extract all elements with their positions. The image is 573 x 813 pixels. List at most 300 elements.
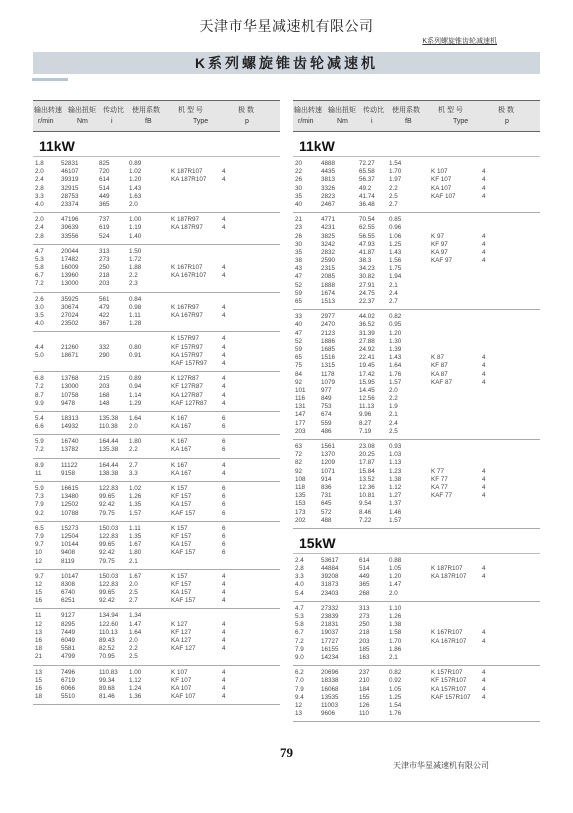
cell-factor: 1.9 — [389, 403, 398, 411]
cell-speed: 22 — [295, 168, 303, 176]
table-row — [33, 335, 280, 343]
cell-torque: 1370 — [321, 451, 336, 459]
cell-ratio: 27.88 — [359, 337, 375, 345]
table-row — [33, 669, 280, 677]
cell-poles: 6 — [222, 414, 226, 422]
table-row — [293, 160, 540, 168]
cell-factor: 1.97 — [389, 176, 402, 184]
cell-model: KAF 127R87 — [171, 399, 208, 407]
cell-model: KA 157R107 — [431, 685, 467, 693]
cell-ratio: 163 — [359, 653, 370, 661]
cell-factor: 1.80 — [129, 438, 142, 446]
cell-ratio: 7.22 — [359, 516, 372, 524]
cell-speed: 7.2 — [35, 280, 44, 288]
cell-model: KA 107 — [171, 684, 192, 692]
cell-factor: 2.0 — [389, 589, 398, 597]
cell-ratio: 89.68 — [99, 684, 115, 692]
row-list — [293, 440, 540, 528]
cell-torque: 2467 — [321, 200, 336, 208]
cell-factor: 2.2 — [129, 446, 138, 454]
row-group — [33, 213, 280, 245]
cell-factor: 1.47 — [129, 620, 142, 628]
cell-factor: 1.43 — [129, 184, 142, 192]
cell-speed: 16 — [35, 637, 43, 644]
cell-torque: 44884 — [321, 565, 339, 573]
cell-speed: 7.2 — [35, 446, 44, 454]
cell-poles: 4 — [482, 629, 486, 637]
table-row — [293, 201, 540, 209]
cell-torque: 6066 — [61, 684, 76, 692]
table-row — [33, 558, 280, 566]
cell-ratio: 41.74 — [359, 192, 375, 200]
cell-torque: 836 — [321, 483, 332, 491]
cell-torque: 14234 — [321, 653, 339, 661]
cell-torque: 11122 — [61, 461, 78, 469]
cell-torque: 4771 — [321, 216, 336, 224]
cell-speed: 52 — [295, 337, 303, 345]
cell-torque: 9158 — [61, 469, 76, 477]
cell-factor: 1.00 — [129, 668, 142, 676]
cell-model: KF 107 — [171, 676, 192, 684]
cell-torque: 13535 — [321, 693, 339, 701]
cell-ratio: 72.27 — [359, 160, 375, 167]
cell-ratio: 31.39 — [359, 329, 375, 337]
table-row — [293, 224, 540, 232]
cell-model: K 167R107 — [171, 264, 203, 272]
cell-torque: 16068 — [321, 685, 339, 693]
cell-ratio: 619 — [99, 224, 110, 232]
cell-ratio: 82.52 — [99, 645, 115, 653]
cell-torque: 13480 — [61, 493, 79, 501]
cell-factor: 1.12 — [129, 676, 142, 684]
cell-factor: 1.29 — [129, 399, 142, 407]
cell-speed: 4.0 — [35, 200, 44, 208]
cell-speed: 26 — [295, 176, 303, 184]
cell-speed: 30 — [295, 184, 303, 192]
cell-poles: 4 — [222, 391, 226, 399]
cell-poles: 4 — [222, 224, 226, 232]
cell-speed: 6.8 — [35, 375, 44, 383]
table-row — [33, 160, 280, 168]
cell-factor: 1.30 — [389, 337, 402, 345]
row-list — [293, 666, 540, 721]
cell-ratio: 38.3 — [359, 257, 372, 265]
cell-factor: 1.37 — [389, 500, 402, 508]
cell-speed: 75 — [295, 362, 303, 370]
cell-speed: 30 — [295, 240, 303, 248]
cell-model: K 167R97 — [171, 303, 200, 311]
row-group — [293, 666, 540, 722]
table-row — [33, 344, 280, 352]
table-row — [293, 346, 540, 354]
table-row — [293, 590, 540, 598]
row-group — [33, 293, 280, 333]
cell-factor: 1.35 — [129, 501, 142, 509]
cell-speed: 4.4 — [35, 343, 44, 351]
header-torque: 输出扭矩 — [68, 107, 96, 114]
cell-torque: 32915 — [61, 184, 79, 192]
cell-speed: 118 — [295, 483, 306, 491]
cell-speed: 47 — [295, 329, 303, 337]
cell-torque: 13768 — [61, 375, 79, 383]
cell-ratio: 11.13 — [359, 403, 375, 411]
table-row — [33, 438, 280, 446]
cell-torque: 1886 — [321, 337, 336, 345]
row-list — [33, 372, 280, 411]
cell-factor: 1.76 — [389, 710, 402, 718]
cell-factor: 1.46 — [389, 508, 402, 516]
cell-torque: 3242 — [321, 240, 336, 248]
table-row — [293, 484, 540, 492]
cell-speed: 9.7 — [35, 572, 44, 580]
cell-factor: 0.98 — [129, 303, 142, 311]
cell-model: KA 167 — [171, 423, 192, 431]
table-row — [293, 273, 540, 281]
cell-torque: 13000 — [61, 280, 79, 288]
cell-ratio: 15.95 — [359, 378, 375, 386]
row-list — [33, 213, 280, 244]
cell-ratio: 367 — [99, 320, 110, 328]
table-row — [293, 176, 540, 184]
header-factor: 使用系数 — [132, 107, 160, 114]
cell-speed: 5.3 — [295, 613, 304, 620]
table-row — [33, 400, 280, 408]
cell-model: K 167R107 — [431, 629, 463, 637]
table-row — [293, 629, 540, 637]
cell-torque: 5510 — [61, 693, 76, 701]
cell-model: KAF 97 — [431, 257, 452, 265]
table-row — [293, 290, 540, 298]
table-row — [33, 216, 280, 224]
cell-factor: 0.82 — [389, 313, 402, 321]
cell-ratio: 44.02 — [359, 313, 375, 321]
cell-speed: 6.7 — [35, 272, 44, 280]
cell-model: K 87 — [431, 354, 444, 362]
header-factor: 使用系数 — [392, 107, 420, 114]
cell-speed: 15 — [35, 676, 43, 684]
cell-factor: 1.75 — [389, 265, 402, 273]
cell-ratio: 273 — [359, 613, 370, 620]
table-row — [293, 362, 540, 370]
cell-factor: 0.89 — [129, 375, 142, 383]
cell-factor: 1.25 — [389, 693, 402, 701]
table-row — [293, 403, 540, 411]
cell-torque: 9606 — [321, 710, 336, 718]
table-row — [293, 387, 540, 395]
cell-factor: 1.54 — [389, 701, 402, 709]
row-group — [33, 570, 280, 610]
table-row — [33, 415, 280, 423]
cell-ratio: 449 — [359, 573, 370, 581]
row-group — [33, 372, 280, 412]
cell-model: K 127R87 — [171, 375, 200, 383]
cell-model: KAF 77 — [431, 492, 452, 500]
cell-factor: 0.80 — [129, 343, 142, 351]
left-table — [33, 100, 280, 723]
cell-factor: 1.40 — [129, 232, 142, 240]
cell-torque: 914 — [321, 475, 332, 483]
cell-factor: 0.82 — [389, 669, 402, 677]
table-row — [293, 371, 540, 379]
cell-factor: 1.72 — [129, 255, 142, 263]
cell-model: KF 127R87 — [171, 383, 203, 391]
row-group — [293, 440, 540, 529]
cell-speed: 9.4 — [295, 693, 304, 701]
cell-model: KAF 107 — [431, 192, 456, 200]
cell-speed: 177 — [295, 419, 306, 427]
cell-ratio: 47.93 — [359, 240, 375, 248]
cell-ratio: 24.92 — [359, 345, 375, 353]
table-row — [293, 694, 540, 702]
cell-speed: 147 — [295, 411, 306, 419]
cell-torque: 15273 — [61, 524, 79, 532]
cell-ratio: 7.19 — [359, 427, 372, 435]
cell-model: K 157R97 — [171, 335, 200, 343]
cell-poles: 4 — [482, 467, 486, 475]
cell-ratio: 332 — [99, 343, 110, 351]
cell-ratio: 110.38 — [99, 423, 118, 431]
cell-poles: 4 — [482, 168, 486, 176]
cell-model: KF 157 — [171, 580, 192, 588]
cell-torque: 1209 — [321, 459, 336, 467]
cell-model: KAF 157R97 — [171, 359, 208, 367]
cell-model: KF 127 — [171, 628, 192, 636]
table-row — [293, 565, 540, 573]
cell-factor: 1.11 — [129, 524, 141, 532]
cell-model: KA 167R107 — [431, 637, 467, 645]
cell-torque: 16615 — [61, 485, 79, 492]
table-row — [33, 621, 280, 629]
cell-factor: 2.7 — [129, 597, 138, 605]
cell-model: K 157 — [171, 485, 188, 492]
cell-poles: 4 — [482, 669, 486, 677]
cell-torque: 18313 — [61, 414, 79, 422]
cell-model: K 127 — [171, 620, 188, 628]
cell-factor: 1.57 — [389, 378, 402, 386]
cell-torque: 35925 — [61, 295, 79, 303]
cell-model: KA 157 — [171, 501, 192, 509]
cell-factor: 2.1 — [129, 557, 138, 565]
table-row — [33, 581, 280, 589]
cell-poles: 6 — [222, 549, 226, 557]
cell-poles: 4 — [482, 475, 486, 483]
cell-ratio: 313 — [359, 604, 370, 612]
table-row — [33, 304, 280, 312]
cell-speed: 18 — [35, 693, 43, 701]
table-row — [293, 257, 540, 265]
cell-speed: 12 — [295, 701, 303, 709]
cell-ratio: 34.23 — [359, 265, 375, 273]
cell-torque: 27332 — [321, 604, 339, 612]
cell-ratio: 365 — [99, 200, 110, 208]
cell-factor: 2.2 — [129, 272, 138, 280]
cell-ratio: 273 — [99, 255, 110, 263]
table-row — [33, 629, 280, 637]
header-ratio: 传动比 — [103, 107, 124, 114]
cell-torque: 28753 — [61, 192, 79, 200]
cell-ratio: 150.03 — [99, 524, 119, 532]
cell-torque: 14932 — [61, 423, 79, 431]
cell-factor: 1.23 — [389, 467, 402, 475]
cell-torque: 12502 — [61, 501, 79, 509]
cell-torque: 53617 — [321, 556, 339, 564]
cell-model: KF 107 — [431, 176, 452, 184]
cell-model: KA 157 — [171, 589, 192, 597]
cell-poles: 4 — [482, 483, 486, 491]
cell-torque: 1513 — [321, 298, 336, 305]
table-header — [293, 101, 540, 132]
cell-model: KA 167 — [171, 469, 192, 477]
cell-torque: 645 — [321, 500, 332, 508]
cell-model: K 107 — [431, 168, 448, 176]
cell-ratio: 8.46 — [359, 508, 372, 516]
cell-torque: 23839 — [321, 613, 339, 620]
table-row — [33, 224, 280, 232]
cell-speed: 21 — [35, 653, 43, 661]
table-row — [293, 338, 540, 346]
cell-torque: 20044 — [61, 247, 79, 255]
cell-ratio: 422 — [99, 312, 110, 319]
table-row — [293, 233, 540, 241]
cell-torque: 2832 — [321, 248, 336, 256]
cell-ratio: 41.87 — [359, 248, 375, 256]
cell-ratio: 99.65 — [99, 493, 115, 501]
cell-factor: 1.26 — [389, 613, 402, 620]
cell-torque: 10144 — [61, 541, 79, 549]
cell-factor: 1.13 — [389, 459, 402, 467]
table-row — [33, 612, 280, 620]
cell-poles: 4 — [482, 354, 486, 362]
cell-ratio: 22.37 — [359, 298, 375, 305]
cell-ratio: 81.46 — [99, 693, 115, 701]
cell-poles: 4 — [482, 492, 486, 500]
cell-ratio: 737 — [99, 216, 110, 224]
table-row — [293, 411, 540, 419]
cell-model: KA 167 — [171, 446, 192, 454]
cell-ratio: 9.54 — [359, 500, 372, 508]
cell-torque: 4231 — [321, 224, 336, 232]
cell-poles: 4 — [482, 257, 486, 265]
cell-speed: 47 — [295, 273, 303, 281]
cell-model: KA 87 — [431, 370, 448, 378]
cell-speed: 131 — [295, 403, 306, 411]
cell-factor: 2.5 — [389, 427, 398, 435]
cell-speed: 59 — [295, 289, 303, 297]
cell-speed: 5.8 — [295, 621, 304, 629]
left-table-body — [33, 132, 280, 705]
cell-torque: 1674 — [321, 289, 336, 297]
cell-ratio: 155 — [359, 693, 370, 701]
cell-poles: 6 — [222, 509, 226, 517]
cell-speed: 8.7 — [35, 391, 44, 399]
cell-ratio: 134.94 — [99, 612, 119, 620]
cell-ratio: 250 — [359, 621, 370, 629]
cell-speed: 43 — [295, 265, 303, 273]
table-row — [293, 428, 540, 436]
cell-speed: 65 — [295, 354, 303, 362]
cell-factor: 1.20 — [389, 573, 402, 581]
table-row — [293, 354, 540, 362]
table-row — [293, 702, 540, 710]
cell-torque: 1888 — [321, 281, 336, 289]
cell-ratio: 62.55 — [359, 224, 375, 232]
table-row — [33, 233, 280, 241]
unit-model: Type — [193, 118, 209, 125]
cell-torque: 1315 — [321, 362, 336, 370]
cell-poles: 4 — [222, 375, 226, 383]
cell-speed: 6.5 — [35, 524, 44, 532]
cell-ratio: 17.42 — [359, 370, 375, 378]
cell-model: K 167 — [171, 438, 188, 446]
cell-poles: 4 — [482, 176, 486, 184]
cell-torque: 977 — [321, 386, 332, 394]
unit-torque: Nm — [337, 118, 348, 125]
cell-poles: 6 — [222, 532, 226, 540]
right-table — [293, 100, 540, 723]
table-row — [293, 605, 540, 613]
cell-poles: 4 — [482, 362, 486, 370]
cell-ratio: 268 — [359, 589, 370, 597]
header-poles: 极 数 — [238, 107, 254, 114]
table-row — [293, 646, 540, 654]
cell-poles: 6 — [222, 423, 226, 431]
cell-poles: 4 — [482, 693, 486, 701]
unit-poles: p — [245, 118, 249, 125]
cell-model: K 187R97 — [171, 216, 200, 224]
cell-factor: 1.10 — [389, 604, 402, 612]
cell-ratio: 250 — [99, 264, 110, 272]
table-row — [293, 420, 540, 428]
cell-poles: 4 — [482, 192, 486, 200]
cell-speed: 20 — [295, 160, 303, 167]
cell-ratio: 12.56 — [359, 395, 375, 403]
table-row — [293, 621, 540, 629]
cell-model: KA 77 — [431, 483, 448, 491]
table-row — [33, 485, 280, 493]
cell-poles: 6 — [222, 501, 226, 509]
cell-ratio: 210 — [359, 677, 370, 685]
cell-poles: 4 — [482, 232, 486, 240]
row-list — [293, 554, 540, 601]
cell-speed: 7.0 — [295, 677, 304, 685]
cell-model: KAF 87 — [431, 378, 452, 386]
header-model: 机 型 号 — [438, 107, 463, 114]
cell-torque: 559 — [321, 419, 332, 427]
cell-poles: 4 — [222, 312, 226, 319]
cell-ratio: 168 — [99, 391, 110, 399]
cell-speed: 7.9 — [295, 685, 304, 693]
cell-torque: 47196 — [61, 216, 79, 224]
cell-speed: 4.0 — [295, 581, 304, 589]
cell-torque: 21260 — [61, 343, 79, 351]
cell-torque: 3825 — [321, 232, 336, 240]
cell-factor: 0.85 — [389, 216, 402, 224]
cell-speed: 153 — [295, 500, 306, 508]
cell-factor: 2.5 — [129, 589, 138, 597]
cell-factor: 1.43 — [389, 248, 402, 256]
cell-ratio: 22.41 — [359, 354, 375, 362]
cell-speed: 203 — [295, 427, 306, 435]
cell-factor: 1.12 — [389, 483, 402, 491]
cell-ratio: 313 — [99, 247, 110, 255]
cell-ratio: 24.75 — [359, 289, 375, 297]
cell-ratio: 92.42 — [99, 549, 115, 557]
cell-speed: 7.9 — [295, 645, 304, 653]
cell-ratio: 17.87 — [359, 459, 375, 467]
cell-poles: 4 — [222, 572, 226, 580]
cell-poles: 4 — [222, 620, 226, 628]
row-group — [33, 666, 280, 706]
